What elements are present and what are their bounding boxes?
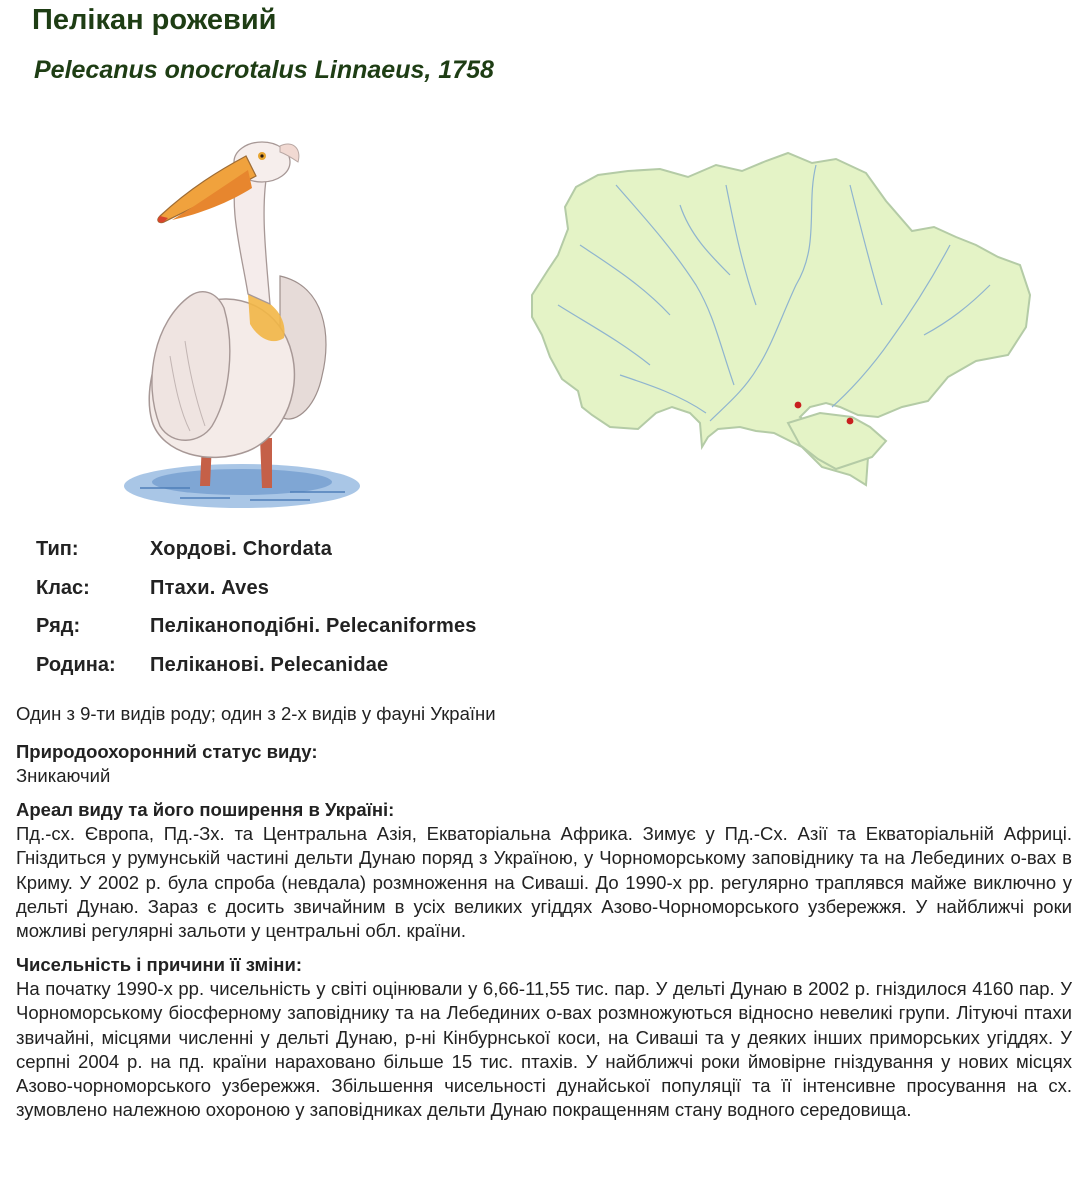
taxonomy-value: Пеліканові. Pelecanidae	[150, 653, 389, 676]
pelican-illustration	[120, 126, 370, 526]
genus-note: Один з 9-ти видів роду; один з 2-х видів у фауні України	[16, 703, 496, 724]
taxonomy-row-order	[36, 615, 636, 654]
species-description	[16, 702, 1072, 1132]
population-title: Чисельність і причини її зміни:	[16, 954, 302, 976]
ukraine-distribution-map	[520, 145, 1040, 490]
taxonomy-value: Пеліканоподібні. Pelecaniformes	[150, 615, 477, 637]
taxonomy-row-family	[36, 654, 636, 693]
page-title: Пелікан рожевий	[32, 4, 277, 36]
taxonomy-row-phylum	[36, 538, 636, 577]
taxonomy-label: Ряд:	[36, 615, 81, 637]
taxonomy-label: Родина:	[36, 653, 116, 676]
latin-name: Pelecanus onocrotalus Linnaeus, 1758	[34, 56, 494, 84]
population-text: На початку 1990-х рр. чисельність у світі оцінювали у 6,66-11,55 тис. пар. У дельті Дунаю в 2002 р. гніздилося 4160 пар. У Чорноморському біосферному заповіднику та на Лебединих о-вах розмножуються відносно невеликі групи. Літуючі птахи звичайні, місцями численні у дельті Дунаю, р-ні Кінбурнської коси, на Сиваші та у деяких інших приморських угіддях. У серпні 2004 р. на пд. країни нараховано більше 15 тис. птахів. У найближчі роки ймовірне гніздування у нових місцях Азово-чорноморського узбережжя. Збільшення чисельності дунайської популяції та її інтенсивне просування на сх. зумовлено належною охороною у заповідниках дельти Дунаю покращенням стану водного середовища.	[16, 978, 1072, 1121]
location-marker-sivash	[795, 402, 802, 409]
range-title: Ареал виду та його поширення в Україні:	[16, 799, 395, 821]
taxonomy-table	[36, 538, 636, 692]
range-text: Пд.-сх. Європа, Пд.-Зх. та Центральна Азія, Екваторіальна Африка. Зимує у Пд.-Сх. Азії та Екваторіальній Африці. Гніздиться у румунській частині дельти Дунаю поряд з Україною, у Чорноморському заповіднику та на Лебединих о-вах в Криму. У 2002 р. була спроба (невдала) розмноження на Сиваші. До 1990-х рр. регулярно траплявся майже виключно у дельті Дунаю. Зараз є досить звичайним в усіх великих угіддях Азово-Чорноморського узбережжя. У найближчі роки можливі регулярні зальоти у центральні обл. країни.	[16, 823, 1072, 942]
status-text: Зникаючий	[16, 765, 111, 786]
status-title: Природоохоронний статус виду:	[16, 741, 318, 762]
taxonomy-value: Хордові. Chordata	[150, 538, 333, 560]
taxonomy-label: Тип:	[36, 538, 79, 560]
taxonomy-label: Клас:	[36, 576, 90, 599]
location-marker-crimea	[847, 418, 854, 425]
taxonomy-row-class	[36, 577, 636, 616]
taxonomy-value: Птахи. Aves	[150, 576, 270, 599]
